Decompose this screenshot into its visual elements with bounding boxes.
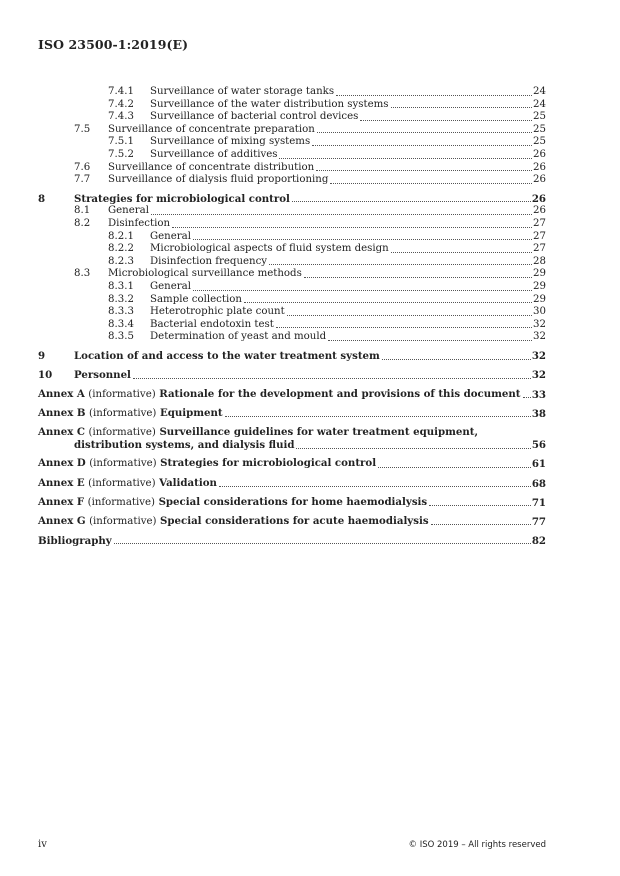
toc-entry[interactable] [38,162,546,175]
toc-number: 7.4.1 [108,86,134,97]
toc-entry[interactable] [38,218,546,231]
toc-page: 26 [533,148,546,160]
toc-leader [336,95,532,96]
toc-title: Surveillance of additives [150,148,278,160]
toc-leader [429,505,531,506]
toc-page: 24 [533,86,546,97]
toc-number: 7.5 [74,123,91,135]
toc-leader [114,543,531,544]
annex-title [38,407,224,421]
toc-leader [391,252,532,253]
annex-line [38,427,546,440]
toc-title: Personnel [74,369,131,382]
toc-leader [431,524,531,525]
toc-leader [193,290,532,291]
toc-page: 29 [533,280,546,292]
toc-title: Heterotrophic plate count [150,306,285,318]
annex-entry[interactable] [38,497,546,510]
toc-number: 7.4.3 [108,111,134,123]
toc-entry[interactable] [38,111,546,124]
annex-informative: (informative) [88,388,156,400]
toc-title: Microbiological aspects of fluid system design [150,243,389,255]
toc-title: Disinfection frequency [150,255,268,267]
toc-number: 10 [38,369,53,382]
toc-leader [292,201,531,202]
toc-page: 24 [533,98,546,110]
toc-title: Surveillance of the water distribution systems [150,98,389,110]
toc-page: 32 [533,318,546,330]
toc-entry[interactable] [38,149,546,162]
annex-label: Annex A [38,387,85,400]
toc-entry[interactable] [38,205,546,218]
toc-entry[interactable] [38,268,546,281]
copyright-notice: © ISO 2019 – All rights reserved [408,840,546,850]
annex-title [38,388,522,402]
toc-title: Disinfection [108,217,171,229]
toc-leader [382,359,531,360]
toc-title: Sample collection [150,293,242,305]
toc-title: General [108,205,149,217]
annex-label: Annex C [38,425,85,438]
toc-leader [219,486,531,487]
toc-page: 29 [533,268,546,280]
toc-leader [523,397,531,398]
toc-title: Surveillance of dialysis fluid proportioning [108,174,329,186]
annex-title [38,515,430,529]
toc-leader [276,327,532,328]
toc-leader [391,107,533,108]
toc-title: Surveillance of water storage tanks [150,86,335,97]
annex-title [38,496,428,510]
toc-leader [225,416,531,417]
table-of-contents [38,86,546,547]
toc-leader [279,158,532,159]
toc-page: 26 [533,205,546,217]
toc-page: 27 [533,243,546,255]
toc-number: 7.7 [74,174,91,186]
annex-entry[interactable] [38,389,546,402]
toc-entry[interactable] [38,294,546,307]
toc-page: 68 [531,477,546,490]
toc-number: 8.2 [74,217,91,229]
toc-page: 27 [533,217,546,229]
toc-page: 25 [533,111,546,123]
document-id: ISO 23500-1:2019(E) [38,37,189,52]
annex-heading: Rationale for the development and provisions of this document [159,387,521,400]
toc-title: Microbiological surveillance methods [108,268,302,280]
toc-page: 33 [531,388,546,401]
toc-leader [193,239,532,240]
toc-page: 26 [533,161,546,173]
toc-leader [244,302,532,303]
toc-entry[interactable] [38,231,546,244]
toc-page: 27 [533,230,546,242]
annex-heading: Surveillance guidelines for water treatment equipment, [159,425,479,438]
toc-page: 38 [531,407,546,420]
toc-number: 8.3.2 [108,293,134,305]
toc-page: 82 [531,534,546,547]
annex-informative: (informative) [87,496,156,508]
annex-title [38,426,479,440]
toc-title: Location of and access to the water treatment system [74,350,380,363]
toc-entry[interactable] [38,99,546,112]
annex-informative: (informative) [88,426,156,438]
bibliography-title: Bibliography [38,534,112,547]
annex-informative: (informative) [88,477,156,489]
annex-label: Annex G [38,514,86,527]
toc-page: 61 [531,458,546,471]
toc-page: 29 [533,293,546,305]
toc-number: 8 [38,192,46,205]
toc-page: 71 [531,496,546,509]
annex-informative: (informative) [89,458,157,470]
toc-title: Surveillance of bacterial control devices [150,111,359,123]
toc-number: 8.3.1 [108,280,134,292]
toc-entry[interactable] [38,174,546,187]
toc-entry[interactable] [38,243,546,256]
annex-label: Annex F [38,495,85,508]
annex-heading: Equipment [159,406,223,419]
toc-leader [133,378,531,379]
toc-page: 32 [531,350,546,363]
toc-title: Strategies for microbiological control [74,192,290,205]
toc-leader [317,132,532,133]
toc-number: 8.3.3 [108,306,134,318]
toc-number: 8.3.5 [108,331,134,343]
toc-entry[interactable] [38,136,546,149]
toc-number: 8.2.2 [108,243,134,255]
annex-heading: Special considerations for acute haemodialysis [160,514,429,527]
annex-title [38,457,377,471]
annex-informative: (informative) [88,407,157,419]
toc-entry[interactable] [38,256,546,269]
annex-line [38,439,546,452]
toc-number: 7.4.2 [108,98,134,110]
toc-page: 25 [533,123,546,135]
toc-leader [316,170,532,171]
toc-leader [269,264,532,265]
toc-entry[interactable] [38,124,546,137]
toc-entry[interactable] [38,319,546,332]
annex-label: Annex E [38,476,85,489]
toc-number: 8.3.4 [108,318,134,330]
annex-title [38,477,218,491]
toc-entry[interactable] [38,281,546,294]
annex-informative: (informative) [89,515,157,527]
toc-title: Surveillance of concentrate preparation [108,123,315,135]
toc-entry[interactable] [38,86,546,99]
toc-entry[interactable] [38,369,546,382]
toc-title: Surveillance of mixing systems [150,136,311,148]
toc-entry[interactable] [38,306,546,319]
toc-page: 25 [533,136,546,148]
toc-page: 32 [533,331,546,343]
toc-leader [304,277,532,278]
annex-entry[interactable] [38,516,546,529]
toc-entry[interactable] [38,331,546,344]
toc-page: 77 [531,515,546,528]
toc-title: Surveillance of concentrate distribution [108,161,315,173]
annex-label: Annex D [38,457,86,470]
toc-title: Bacterial endotoxin test [150,318,274,330]
toc-number: 8.1 [74,205,91,217]
annex-heading: Special considerations for home haemodialysis [158,495,428,508]
toc-leader [296,448,530,449]
toc-entry[interactable] [38,193,546,206]
toc-number: 7.6 [74,161,91,173]
toc-page: 26 [531,192,546,205]
annex-heading-continued: distribution systems, and dialysis fluid [74,439,295,452]
toc-page: 28 [533,255,546,267]
bibliography-entry[interactable] [38,535,546,548]
toc-number: 7.5.2 [108,148,134,160]
toc-page: 30 [533,306,546,318]
annex-entry[interactable] [38,427,546,452]
toc-leader [151,214,532,215]
annex-heading: Strategies for microbiological control [160,457,377,470]
annex-label: Annex B [38,406,86,419]
annex-entry[interactable] [38,478,546,491]
toc-page: 26 [533,174,546,186]
annex-entry[interactable] [38,458,546,471]
toc-page: 32 [531,369,546,382]
toc-leader [287,315,532,316]
toc-number: 7.5.1 [108,136,134,148]
toc-title: General [150,230,191,242]
toc-entry[interactable] [38,350,546,363]
toc-number: 9 [38,350,46,363]
toc-leader [360,120,532,121]
toc-number: 8.2.1 [108,230,134,242]
toc-number: 8.3 [74,268,91,280]
page-number: iv [38,839,47,850]
annex-heading: Validation [159,476,217,489]
toc-leader [312,145,532,146]
toc-leader [378,467,531,468]
toc-page: 56 [531,439,546,452]
toc-number: 8.2.3 [108,255,134,267]
annex-entry[interactable] [38,408,546,421]
toc-leader [328,340,532,341]
toc-leader [172,227,532,228]
toc-title: Determination of yeast and mould [150,331,327,343]
toc-title: General [150,280,191,292]
toc-leader [330,183,532,184]
